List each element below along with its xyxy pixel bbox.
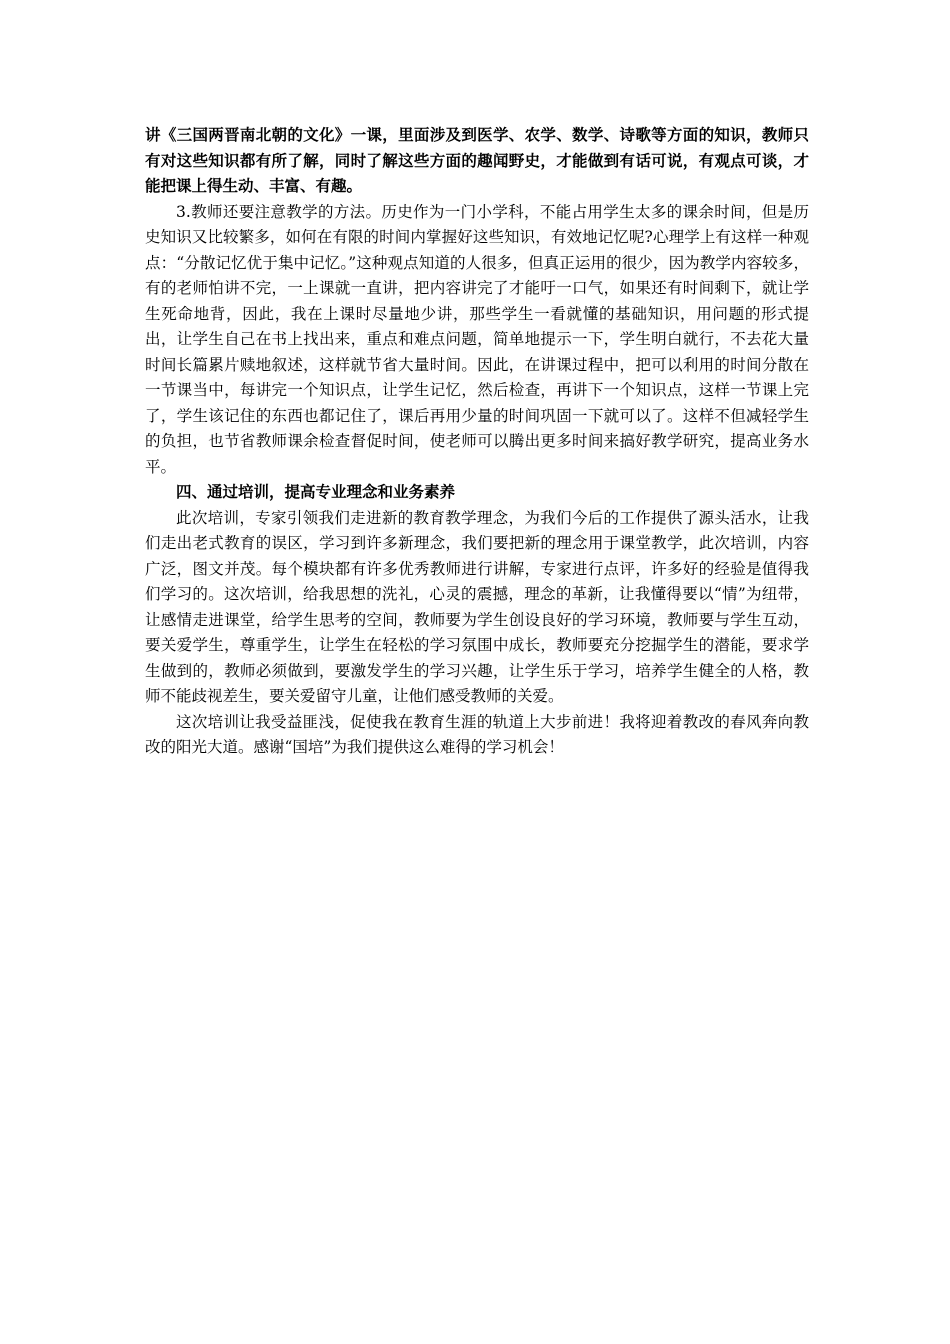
document-body: [145, 123, 809, 761]
paragraph-culture-lesson: 讲《三国两晋南北朝的文化》一课，里面涉及到医学、农学、数学、诗歌等方面的知识，教师只有对这些知识都有所了解，同时了解这些方面的趣闻野史，才能做到有话可说，有观点可谈，才能把课上得生动、丰富、有趣。: [145, 126, 809, 195]
section-heading-training: 四、通过培训，提高专业理念和业务素养: [176, 483, 456, 501]
paragraph-teaching-methods: 3.教师还要注意教学的方法。历史作为一门小学科，不能占用学生太多的课余时间，但是历史知识又比较繁多，如何在有限的时间内掌握好这些知识，有效地记忆呢?心理学上有这样一种观点：“分散记忆优于集中记忆。”这种观点知道的人很多，但真正运用的很少，因为教学内容较多，有的老师怕讲不完，一上课就一直讲，把内容讲完了才能吁一口气，如果还有时间剩下，就让学生死命地背，因此，我在上课时尽量地少讲，那些学生一看就懂的基础知识，用问题的形式提出，让学生自己在书上找出来，重点和难点问题，简单地提示一下，学生明白就行，不去花大量时间长篇累片赎地叙述，这样就节省大量时间。因此，在讲课过程中，把可以利用的时间分散在一节课当中，每讲完一个知识点，让学生记忆，然后检查，再讲下一个知识点，这样一节课上完了，学生该记住的东西也都记住了，课后再用少量的时间巩固一下就可以了。这样不但减轻学生的负担，也节省教师课余检查督促时间，使老师可以腾出更多时间来搞好教学研究，提高业务水平。: [145, 202, 809, 476]
paragraph-training-content: 此次培训，专家引领我们走进新的教育教学理念，为我们今后的工作提供了源头活水，让我们走出老式教育的误区，学习到许多新理念，我们要把新的理念用于课堂教学，此次培训，内容广泛，图文并茂。每个模块都有许多优秀教师进行讲解，专家进行点评，许多好的经验是值得我们学习的。这次培训，给我思想的洗礼，心灵的震撼，理念的革新，让我懂得要以“情”为纽带，让感情走进课堂，给学生思考的空间，教师要为学生创设良好的学习环境，教师要与学生互动，要关爱学生，尊重学生，让学生在轻松的学习氛围中成长，教师要充分挖掘学生的潜能，要求学生做到的，教师必须做到，要激发学生的学习兴趣，让学生乐于学习，培养学生健全的人格，教师不能歧视差生，要关爱留守儿童，让他们感受教师的关爱。: [145, 508, 809, 705]
paragraph-conclusion: 这次培训让我受益匪浅，促使我在教育生涯的轨道上大步前进！我将迎着教改的春风奔向教改的阳光大道。感谢“国培”为我们提供这么难得的学习机会！: [145, 712, 809, 756]
